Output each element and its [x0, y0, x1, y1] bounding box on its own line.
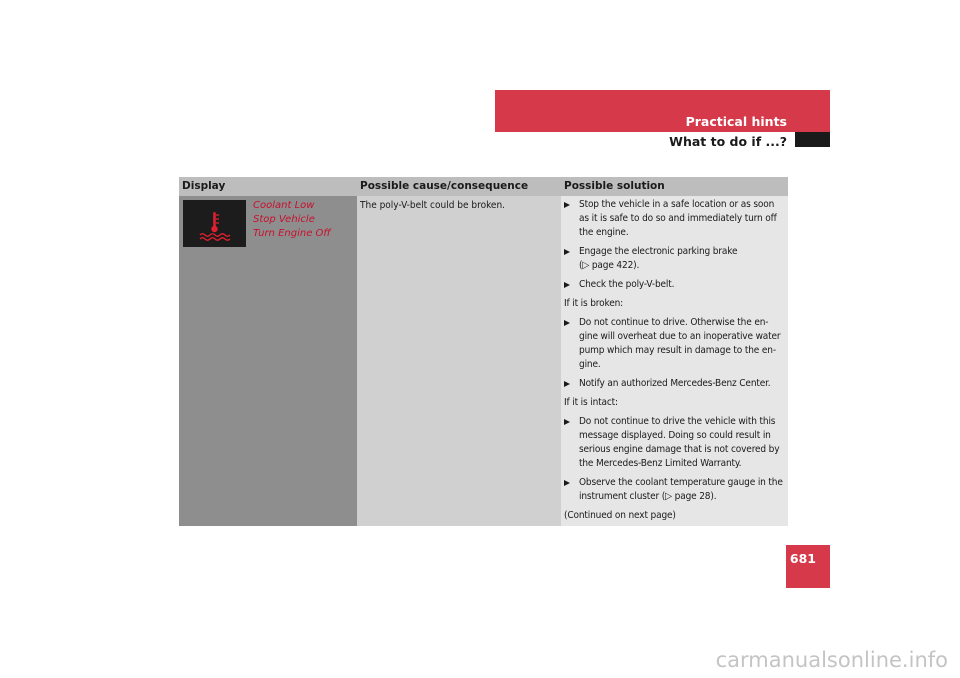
message-line: Turn Engine Off	[253, 228, 331, 239]
step-text: Do not continue to drive the vehicle with this message displayed. Doing so could result in serious engine damage that is not covered by the Mercedes-Benz Limited Warranty.	[579, 416, 780, 469]
arrow-bullet-icon	[564, 202, 570, 208]
step-text: Check the poly-V-belt.	[579, 279, 675, 290]
message-line: Coolant Low	[253, 200, 315, 211]
header-cause: Possible cause/consequence	[360, 180, 529, 192]
section-title: Practical hints	[685, 114, 787, 129]
solution-step	[564, 316, 786, 372]
condition-label: If it is broken:	[564, 298, 624, 309]
subsection-title: What to do if ...?	[669, 134, 787, 149]
arrow-bullet-icon	[564, 320, 570, 326]
cause-text: The poly-V-belt could be broken.	[360, 200, 506, 211]
step-text: Do not continue to drive. Otherwise the en-gine will overheat due to an inoperative water pump which may result in damage to the en-gine.	[579, 317, 781, 370]
condition-label: If it is intact:	[564, 397, 618, 408]
page-reference: (▷ page 422).	[579, 260, 640, 271]
solution-step	[564, 278, 786, 292]
arrow-bullet-icon	[564, 381, 570, 387]
cause-cell	[357, 196, 561, 526]
table-header	[179, 177, 788, 196]
step-text: Stop the vehicle in a safe location or as soon as it is safe to do so and immediately turn off the engine.	[579, 199, 777, 238]
solution-step	[564, 476, 786, 504]
coolant-temperature-icon	[183, 200, 246, 247]
header-marker	[795, 132, 830, 147]
page-number-box	[786, 545, 830, 588]
solution-step	[564, 377, 786, 391]
arrow-bullet-icon	[564, 419, 570, 425]
solution-step	[564, 198, 786, 240]
watermark: carmanualsonline.info	[715, 648, 948, 672]
solution-cell	[561, 196, 788, 526]
step-text: Notify an authorized Mercedes-Benz Center.	[579, 378, 771, 389]
header-band	[495, 90, 830, 132]
arrow-bullet-icon	[564, 282, 570, 288]
step-text: Engage the electronic parking brake	[579, 246, 738, 257]
header-solution: Possible solution	[564, 180, 665, 192]
arrow-bullet-icon	[564, 480, 570, 486]
solution-step	[564, 245, 786, 273]
arrow-bullet-icon	[564, 249, 570, 255]
step-text: Observe the coolant temperature gauge in the instrument cluster (▷ page 28).	[579, 477, 783, 502]
header-display: Display	[182, 180, 226, 192]
warning-display	[183, 200, 246, 247]
display-cell	[179, 196, 357, 526]
message-line: Stop Vehicle	[253, 214, 315, 225]
continued-note: (Continued on next page)	[564, 510, 676, 521]
page-number: 681	[789, 551, 816, 566]
solution-step	[564, 415, 786, 471]
display-message	[253, 199, 331, 241]
